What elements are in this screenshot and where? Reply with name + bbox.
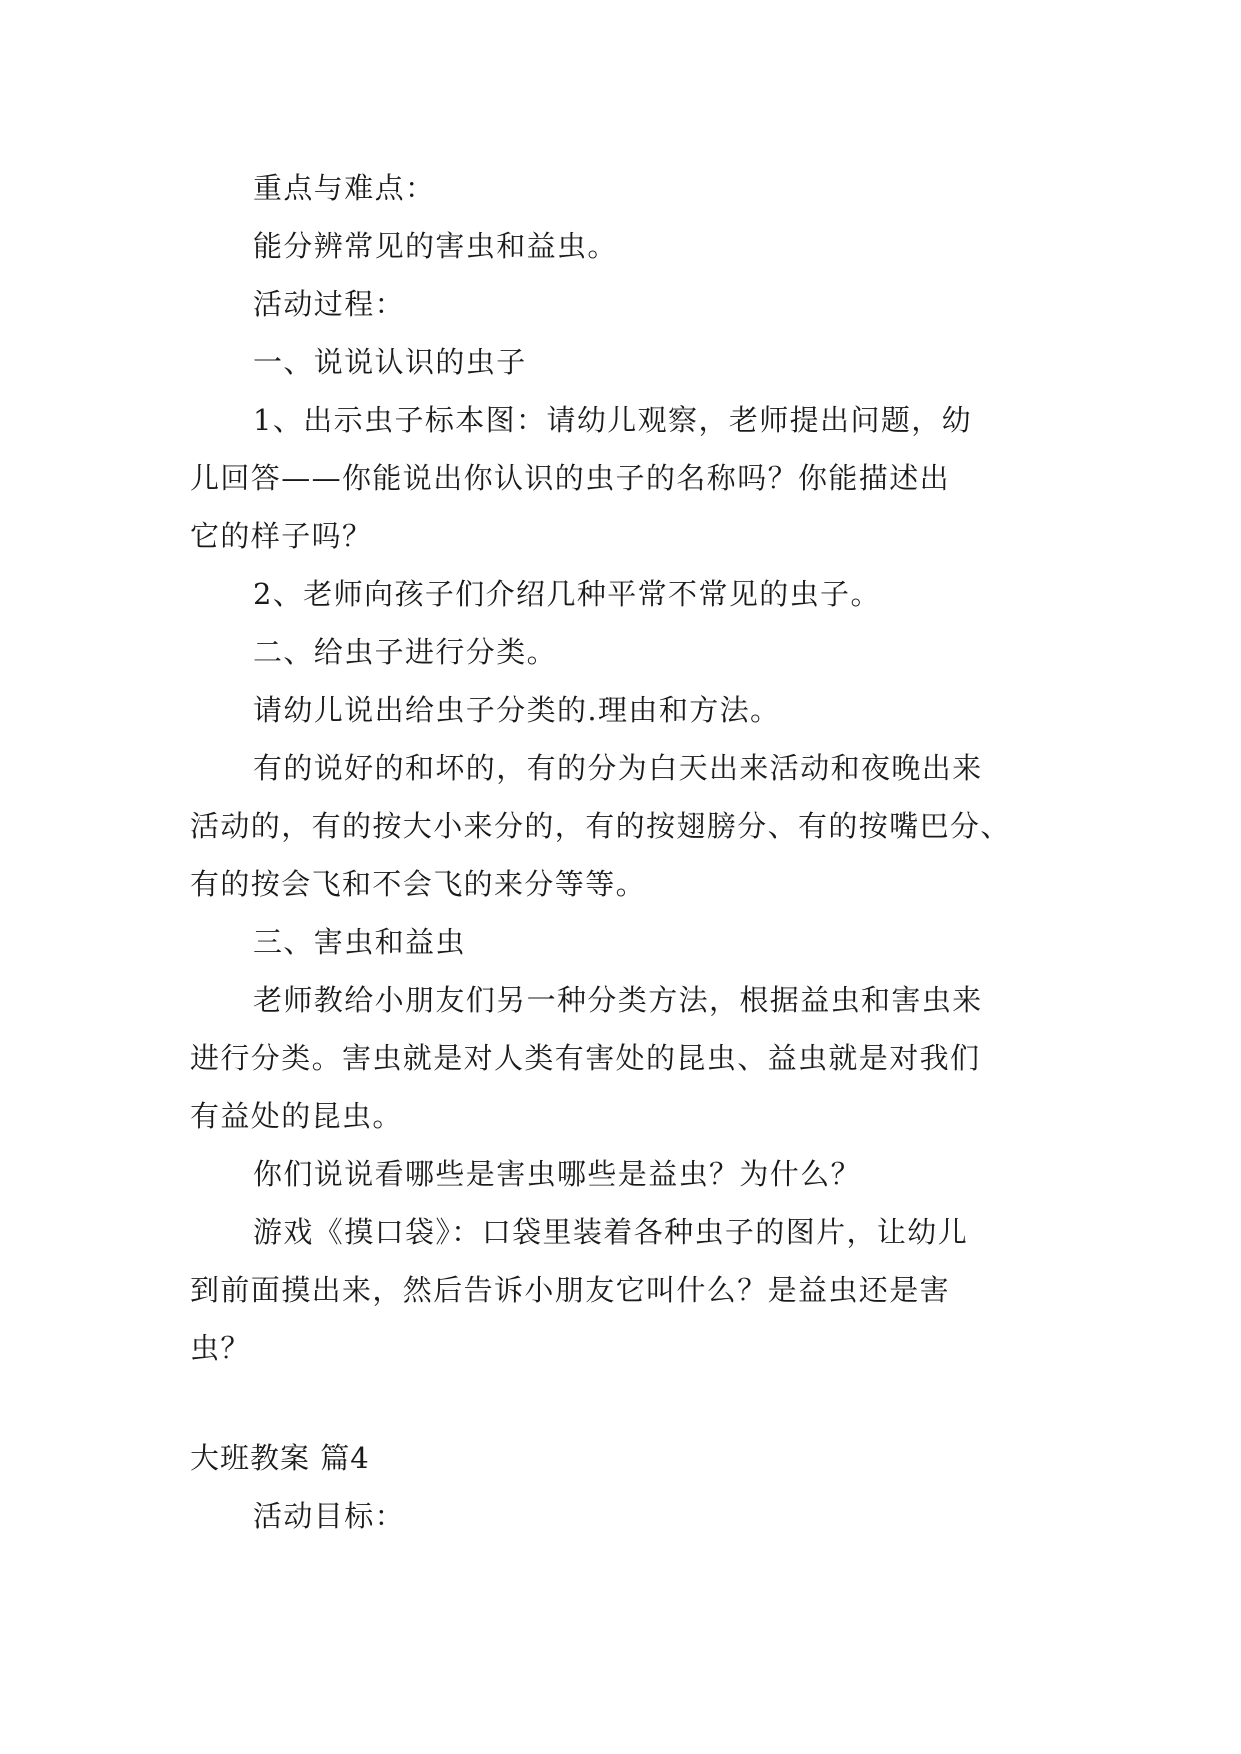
text-line: 一、说说认识的虫子 xyxy=(253,345,527,379)
text-line: 重点与难点： xyxy=(253,171,436,205)
text-line: 它的样子吗？ xyxy=(190,519,373,553)
text-line: 活动的，有的按大小来分的，有的按翅膀分、有的按嘴巴分、 xyxy=(190,809,1011,843)
text-line: 三、害虫和益虫 xyxy=(253,925,466,959)
section-heading: 活动目标： xyxy=(253,1499,406,1533)
text-line: 你们说说看哪些是害虫哪些是益虫？为什么？ xyxy=(253,1157,862,1191)
text-line: 到前面摸出来，然后告诉小朋友它叫什么？是益虫还是害 xyxy=(190,1273,951,1307)
text-line: 2、老师向孩子们介绍几种平常不常见的虫子。 xyxy=(253,577,881,611)
text-line: 请幼儿说出给虫子分类的.理由和方法。 xyxy=(253,693,781,727)
text-line: 有的按会飞和不会飞的来分等等。 xyxy=(190,867,647,901)
text-line: 能分辨常见的害虫和益虫。 xyxy=(253,229,618,263)
text-line: 老师教给小朋友们另一种分类方法，根据益虫和害虫来 xyxy=(253,983,983,1017)
text-line: 1、出示虫子标本图：请幼儿观察，老师提出问题，幼 xyxy=(253,403,973,437)
text-line: 儿回答——你能说出你认识的虫子的名称吗？你能描述出 xyxy=(190,461,951,495)
section-title: 大班教案 篇4 xyxy=(190,1441,370,1475)
text-line: 游戏《摸口袋》：口袋里装着各种虫子的图片，让幼儿 xyxy=(253,1215,969,1249)
text-line: 有的说好的和坏的，有的分为白天出来活动和夜晚出来 xyxy=(253,751,983,785)
text-line: 进行分类。害虫就是对人类有害处的昆虫、益虫就是对我们 xyxy=(190,1041,981,1075)
text-line: 虫？ xyxy=(190,1331,251,1365)
text-line: 有益处的昆虫。 xyxy=(190,1099,403,1133)
text-line: 活动过程： xyxy=(253,287,406,321)
text-line: 二、给虫子进行分类。 xyxy=(253,635,558,669)
